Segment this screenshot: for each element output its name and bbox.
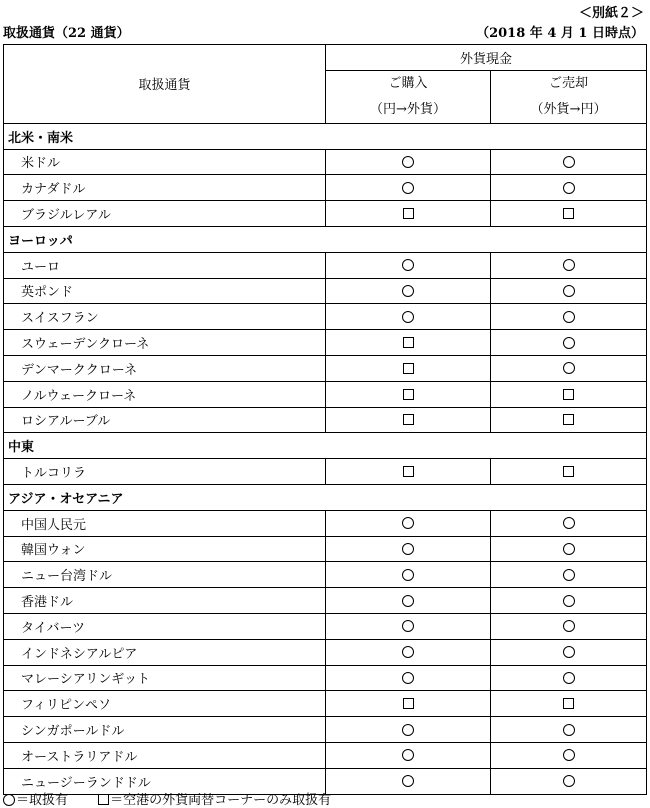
sell-availability (491, 717, 647, 743)
header-buy-title: ご購入 (388, 75, 428, 91)
sell-availability (491, 278, 647, 304)
currency-name: トルコリラ (4, 459, 326, 485)
currency-name: ブラジルレアル (4, 201, 326, 227)
buy-availability (326, 562, 491, 588)
circle-icon (563, 620, 575, 632)
sell-availability (491, 510, 647, 536)
document-title: 取扱通貨（22 通貨） (3, 26, 130, 41)
circle-icon (563, 156, 575, 168)
square-icon (563, 208, 574, 219)
circle-icon (563, 724, 575, 736)
sell-availability (491, 381, 647, 407)
circle-icon (563, 337, 575, 349)
square-icon (403, 414, 414, 425)
circle-icon (563, 259, 575, 271)
region-row (4, 433, 647, 459)
currency-name: ノルウェークローネ (4, 381, 326, 407)
currency-row (4, 665, 647, 691)
currency-name: インドネシアルピア (4, 639, 326, 665)
currency-name: ユーロ (4, 252, 326, 278)
sell-availability (491, 639, 647, 665)
sell-availability (491, 175, 647, 201)
circle-icon (402, 672, 414, 684)
circle-icon (563, 311, 575, 323)
currency-row (4, 562, 647, 588)
currency-name: オーストラリアドル (4, 742, 326, 768)
circle-icon (563, 517, 575, 529)
sell-availability (491, 304, 647, 330)
region-label: アジア・オセアニア (4, 484, 647, 510)
legend-airport-only (98, 789, 331, 808)
buy-availability (326, 355, 491, 381)
legend-available-text: ＝取扱有 (16, 793, 69, 808)
circle-icon (563, 749, 575, 761)
circle-icon (563, 543, 575, 555)
currency-name: タイバーツ (4, 613, 326, 639)
currency-row (4, 278, 647, 304)
currency-row (4, 304, 647, 330)
currency-row (4, 510, 647, 536)
circle-icon (563, 285, 575, 297)
sell-availability (491, 459, 647, 485)
legend-airport-only-text: ＝空港の外貨両替コーナーのみ取扱有 (110, 793, 332, 808)
circle-icon (402, 749, 414, 761)
sell-availability (491, 536, 647, 562)
currency-name: ニュージーランドドル (4, 768, 326, 794)
buy-availability (326, 742, 491, 768)
currency-row (4, 149, 647, 175)
currency-name: ニュー台湾ドル (4, 562, 326, 588)
currency-row (4, 691, 647, 717)
square-icon (563, 466, 574, 477)
buy-availability (326, 588, 491, 614)
square-icon (403, 208, 414, 219)
circle-icon (402, 595, 414, 607)
sell-availability (491, 201, 647, 227)
header-buy (326, 70, 491, 123)
circle-icon (563, 182, 575, 194)
currency-row (4, 742, 647, 768)
region-label: 北米・南米 (4, 123, 647, 149)
currency-row (4, 330, 647, 356)
buy-availability (326, 330, 491, 356)
circle-icon (402, 775, 414, 787)
sell-availability (491, 768, 647, 794)
circle-icon (402, 543, 414, 555)
circle-icon (402, 569, 414, 581)
currency-row (4, 201, 647, 227)
header-row-1 (4, 45, 647, 71)
circle-icon (402, 259, 414, 271)
header-currency: 取扱通貨 (4, 45, 326, 124)
square-icon (563, 389, 574, 400)
circle-icon (563, 646, 575, 658)
buy-availability (326, 613, 491, 639)
sell-availability (491, 665, 647, 691)
currency-row (4, 536, 647, 562)
square-icon (403, 363, 414, 374)
header-buy-sub: （円→外貨） (370, 101, 446, 117)
buy-availability (326, 381, 491, 407)
square-icon (563, 414, 574, 425)
currency-row (4, 459, 647, 485)
buy-availability (326, 639, 491, 665)
circle-icon (563, 362, 575, 374)
appendix-label: ＜別紙２＞ (578, 6, 644, 21)
as-of-date: （2018 年 4 月 1 日時点） (476, 26, 644, 41)
buy-availability (326, 252, 491, 278)
buy-availability (326, 717, 491, 743)
currency-row (4, 381, 647, 407)
buy-availability (326, 536, 491, 562)
currency-name: カナダドル (4, 175, 326, 201)
circle-icon (3, 794, 15, 806)
currency-name: 英ポンド (4, 278, 326, 304)
currency-name: 韓国ウォン (4, 536, 326, 562)
currency-name: ロシアルーブル (4, 407, 326, 433)
legend-available (3, 789, 68, 808)
currency-name: マレーシアリンギット (4, 665, 326, 691)
region-row (4, 484, 647, 510)
currency-name: シンガポールドル (4, 717, 326, 743)
header-sell (491, 70, 647, 123)
currency-name: スイスフラン (4, 304, 326, 330)
sell-availability (491, 330, 647, 356)
region-row (4, 123, 647, 149)
sell-availability (491, 149, 647, 175)
currency-name: 中国人民元 (4, 510, 326, 536)
currency-name: 米ドル (4, 149, 326, 175)
currency-row (4, 613, 647, 639)
square-icon (403, 389, 414, 400)
currency-row (4, 252, 647, 278)
region-label: ヨーロッパ (4, 226, 647, 252)
circle-icon (402, 724, 414, 736)
sell-availability (491, 588, 647, 614)
legend (3, 789, 357, 808)
square-icon (403, 337, 414, 348)
circle-icon (402, 517, 414, 529)
buy-availability (326, 691, 491, 717)
circle-icon (402, 156, 414, 168)
currency-row (4, 588, 647, 614)
buy-availability (326, 407, 491, 433)
currency-name: スウェーデンクローネ (4, 330, 326, 356)
buy-availability (326, 510, 491, 536)
buy-availability (326, 278, 491, 304)
circle-icon (402, 620, 414, 632)
currency-name: 香港ドル (4, 588, 326, 614)
header-sell-sub: （外貨→円） (530, 101, 607, 117)
circle-icon (563, 569, 575, 581)
buy-availability (326, 459, 491, 485)
circle-icon (402, 311, 414, 323)
header-sell-title: ご売却 (549, 75, 589, 91)
buy-availability (326, 149, 491, 175)
currency-name: デンマーククローネ (4, 355, 326, 381)
buy-availability (326, 201, 491, 227)
square-icon (563, 698, 574, 709)
currency-row (4, 717, 647, 743)
currency-row (4, 639, 647, 665)
circle-icon (402, 285, 414, 297)
currency-name: フィリピンペソ (4, 691, 326, 717)
circle-icon (402, 646, 414, 658)
buy-availability (326, 175, 491, 201)
region-row (4, 226, 647, 252)
header-cash-group: 外貨現金 (326, 45, 647, 71)
sell-availability (491, 252, 647, 278)
square-icon (403, 698, 414, 709)
buy-availability (326, 665, 491, 691)
currency-row (4, 355, 647, 381)
currency-row (4, 407, 647, 433)
sell-availability (491, 742, 647, 768)
square-icon (98, 794, 109, 805)
currency-row (4, 175, 647, 201)
circle-icon (563, 672, 575, 684)
currency-table (3, 44, 647, 795)
sell-availability (491, 691, 647, 717)
sell-availability (491, 562, 647, 588)
circle-icon (563, 595, 575, 607)
sell-availability (491, 613, 647, 639)
sell-availability (491, 407, 647, 433)
circle-icon (402, 182, 414, 194)
square-icon (403, 466, 414, 477)
sell-availability (491, 355, 647, 381)
buy-availability (326, 304, 491, 330)
circle-icon (563, 775, 575, 787)
region-label: 中東 (4, 433, 647, 459)
